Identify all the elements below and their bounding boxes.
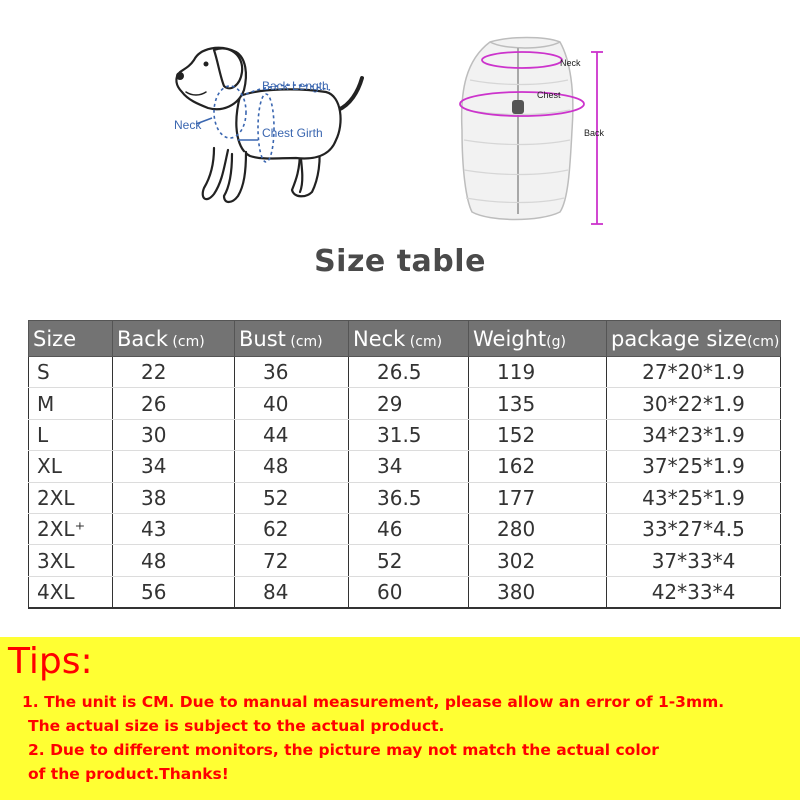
table-row	[29, 576, 781, 608]
cell-back: 30	[113, 419, 235, 450]
cell-package-size: 27*20*1.9	[607, 357, 781, 388]
header-weight	[469, 321, 607, 357]
cell-weight: 380	[469, 576, 607, 608]
header-unit: (g)	[546, 333, 566, 350]
tip-line-4: of the product.Thanks!	[28, 765, 229, 783]
cell-package-size: 30*22*1.9	[607, 388, 781, 419]
cell-size: 4XL	[29, 576, 113, 608]
tip-line-1: 1. The unit is CM. Due to manual measurement, please allow an error of 1-3mm.	[22, 693, 725, 711]
header-label: Neck	[353, 326, 406, 351]
cell-bust: 48	[235, 451, 349, 482]
header-unit: (cm)	[167, 333, 205, 350]
size-table-title: Size table	[314, 244, 486, 279]
cell-package-size: 33*27*4.5	[607, 513, 781, 544]
header-unit: (cm)	[405, 333, 443, 350]
cell-bust: 62	[235, 513, 349, 544]
cell-bust: 44	[235, 419, 349, 450]
cell-package-size: 37*33*4	[607, 545, 781, 576]
header-unit: (cm)	[285, 333, 323, 350]
cell-neck: 26.5	[349, 357, 469, 388]
cell-back: 56	[113, 576, 235, 608]
cell-package-size: 37*25*1.9	[607, 451, 781, 482]
cell-bust: 40	[235, 388, 349, 419]
size-table	[28, 320, 781, 609]
header-unit: (cm)	[747, 333, 780, 350]
table-row	[29, 451, 781, 482]
vest-label-chest: Chest	[537, 90, 561, 100]
table-row	[29, 357, 781, 388]
measurement-illustrations	[0, 0, 800, 240]
cell-neck: 31.5	[349, 419, 469, 450]
header-bust	[235, 321, 349, 357]
cell-size: 3XL	[29, 545, 113, 576]
tip-line-2: The actual size is subject to the actual product.	[28, 717, 445, 735]
cell-size: 2XL⁺	[29, 513, 113, 544]
vest-label-neck: Neck	[560, 58, 581, 68]
dog-label-back-length: Back Length	[262, 79, 329, 93]
cell-bust: 52	[235, 482, 349, 513]
dog-illustration	[176, 48, 362, 202]
header-neck	[349, 321, 469, 357]
cell-package-size: 43*25*1.9	[607, 482, 781, 513]
cell-back: 43	[113, 513, 235, 544]
cell-back: 38	[113, 482, 235, 513]
cell-bust: 36	[235, 357, 349, 388]
cell-weight: 302	[469, 545, 607, 576]
header-label: package size	[611, 326, 748, 351]
cell-bust: 84	[235, 576, 349, 608]
tip-line-3: 2. Due to different monitors, the picture may not match the actual color	[28, 741, 659, 759]
cell-neck: 29	[349, 388, 469, 419]
cell-size: XL	[29, 451, 113, 482]
header-label: Bust	[239, 326, 286, 351]
table-row	[29, 545, 781, 576]
cell-size: S	[29, 357, 113, 388]
cell-size: 2XL	[29, 482, 113, 513]
cell-weight: 119	[469, 357, 607, 388]
table-row	[29, 419, 781, 450]
cell-weight: 152	[469, 419, 607, 450]
dog-label-chest-girth: Chest Girth	[262, 126, 323, 140]
cell-neck: 46	[349, 513, 469, 544]
cell-package-size: 34*23*1.9	[607, 419, 781, 450]
header-label: Back	[117, 326, 168, 351]
cell-back: 26	[113, 388, 235, 419]
table-row	[29, 482, 781, 513]
cell-bust: 72	[235, 545, 349, 576]
cell-weight: 177	[469, 482, 607, 513]
header-back	[113, 321, 235, 357]
cell-size: M	[29, 388, 113, 419]
cell-back: 22	[113, 357, 235, 388]
vest-label-back: Back	[584, 128, 605, 138]
cell-package-size: 42*33*4	[607, 576, 781, 608]
tips-heading: Tips:	[8, 641, 93, 682]
table-header-row	[29, 321, 781, 357]
table-row	[29, 388, 781, 419]
cell-neck: 36.5	[349, 482, 469, 513]
cell-back: 34	[113, 451, 235, 482]
cell-neck: 60	[349, 576, 469, 608]
cell-weight: 162	[469, 451, 607, 482]
cell-back: 48	[113, 545, 235, 576]
header-package-size	[607, 321, 781, 357]
dog-label-neck: Neck	[174, 118, 202, 132]
table-row	[29, 513, 781, 544]
header-label: Size	[33, 326, 77, 351]
cell-size: L	[29, 419, 113, 450]
cell-weight: 135	[469, 388, 607, 419]
cell-weight: 280	[469, 513, 607, 544]
cell-neck: 52	[349, 545, 469, 576]
header-label: Weight	[473, 326, 547, 351]
header-size	[29, 321, 113, 357]
tips-panel	[0, 637, 800, 800]
cell-neck: 34	[349, 451, 469, 482]
